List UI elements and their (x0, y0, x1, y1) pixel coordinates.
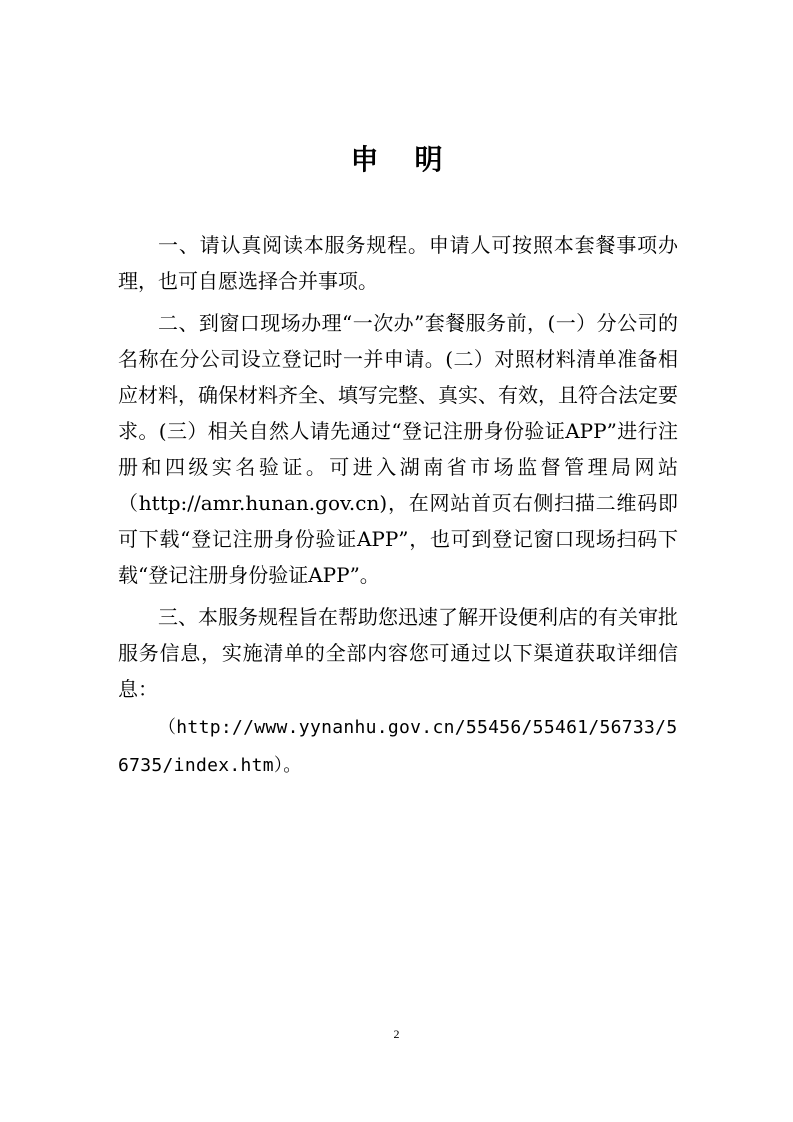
reference-url: （http://www.yynanhu.gov.cn/55456/55461/56733/56735/index.htm）。 (118, 717, 678, 776)
page-title: 申明 (350, 143, 479, 176)
paragraph-3: 三、本服务规程旨在帮助您迅速了解开设便利店的有关审批服务信息，实施清单的全部内容您可通过以下渠道获取详细信息： (118, 605, 678, 701)
paragraph-2: 二、到窗口现场办理“一次办”套餐服务前，(一）分公司的名称在分公司设立登记时一并申请。(二）对照材料清单准备相应材料，确保材料齐全、填写完整、真实、有效，且符合法定要求。(三）相关自然人请先通过“登记注册身份验证APP”进行注册和四级实名验证。可进入湖南省市场监督管理局网站（http://amr.hunan.gov.cn)，在网站首页右侧扫描二维码即可下载“登记注册身份验证APP”，也可到登记窗口现场扫码下载“登记注册身份验证APP”。 (118, 311, 678, 587)
paragraph-1: 一、请认真阅读本服务规程。申请人可按照本套餐事项办理，也可自愿选择合并事项。 (118, 233, 678, 293)
document-body (118, 227, 678, 785)
page-number: 2 (393, 1027, 400, 1041)
